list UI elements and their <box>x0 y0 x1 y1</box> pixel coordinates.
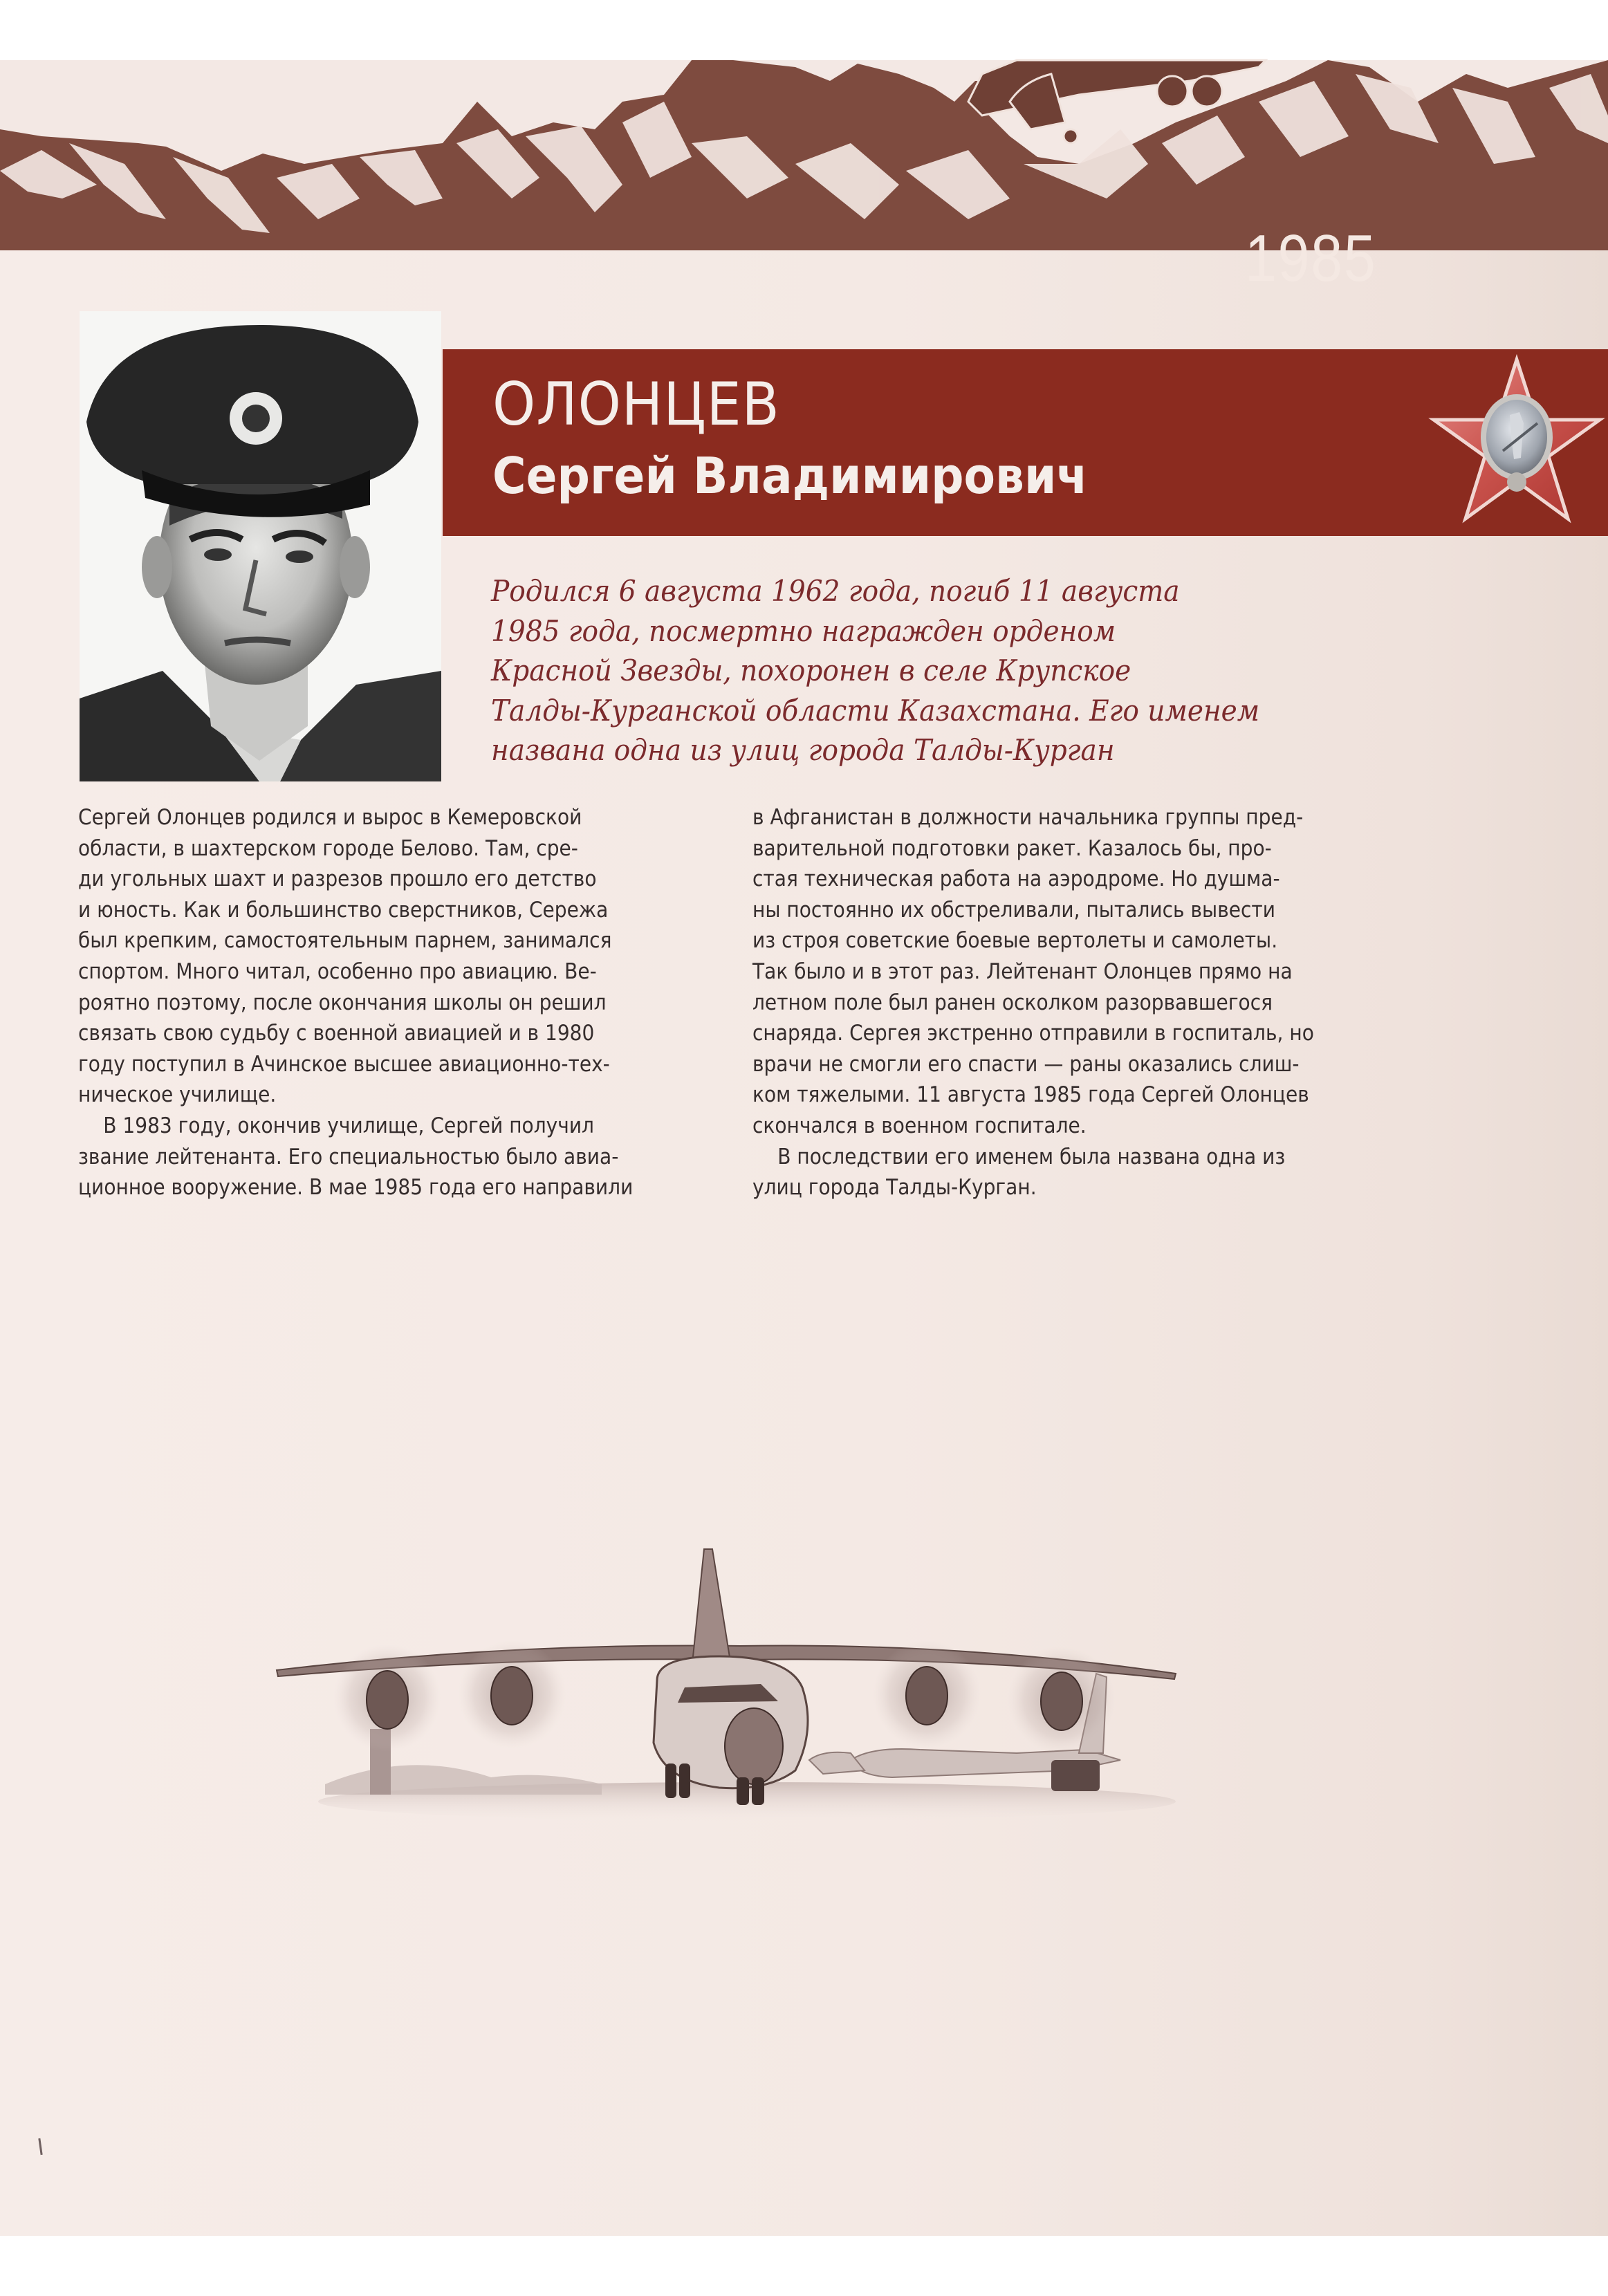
body-line: Так было и в этот раз. Лейтенант Олонцев прямо на <box>752 959 1293 984</box>
body-line: варительной подготовки ракет. Казалось бы, про- <box>752 835 1272 861</box>
body-line: ционное вооружение. В мае 1985 года его направили <box>78 1175 634 1201</box>
body-line: из строя советские боевые вертолеты и самолеты. <box>752 928 1278 954</box>
header-band <box>0 60 1608 295</box>
intro-line: Родился 6 августа 1962 года, погиб 11 августа <box>491 574 1180 608</box>
aircraft-tail <box>692 1549 732 1670</box>
body-line: ком тяжелыми. 11 августа 1985 года Сергей Олонцев <box>752 1082 1309 1108</box>
body-line: скончался в военном госпитале. <box>752 1113 1087 1138</box>
body-column-left <box>78 802 728 1203</box>
body-line: и юность. Как и большинство сверстников, Сережа <box>78 897 609 923</box>
nose-glazing <box>725 1708 783 1784</box>
year-label: 1985 <box>1245 221 1377 295</box>
body-line: ны постоянно их обстреливали, пытались вывести <box>752 897 1276 923</box>
body-line: спортом. Много читал, особенно про авиацию. Ве- <box>78 959 597 984</box>
surname-heading: ОЛОНЦЕВ <box>492 370 780 439</box>
body-line: снаряда. Сергея экстренно отправили в госпиталь, но <box>752 1021 1314 1046</box>
body-line: летном поле был ранен осколком разорвавшегося <box>752 990 1273 1015</box>
body-line: звание лейтенанта. Его специальностью было авиа- <box>78 1144 619 1169</box>
order-of-red-star-icon <box>1428 354 1605 527</box>
portrait-photo <box>80 311 441 781</box>
given-names-heading: Сергей Владимирович <box>492 447 1088 505</box>
body-line: улиц города Талды-Курган. <box>752 1175 1037 1201</box>
background-hills <box>325 1765 602 1795</box>
body-line: в Афганистан в должности начальника группы пред- <box>752 805 1304 830</box>
body-line: ническое училище. <box>78 1082 277 1108</box>
intro-summary <box>491 571 1404 770</box>
body-line: был крепким, самостоятельным парнем, занимался <box>78 928 612 954</box>
intro-line: 1985 года, посмертно награжден орденом <box>491 613 1116 648</box>
body-line: врачи не смогли его спасти — раны оказались слиш- <box>752 1051 1300 1077</box>
body-column-right <box>752 802 1403 1203</box>
sky <box>0 60 1608 171</box>
aircraft-illustration <box>270 1521 1210 1840</box>
body-line: стая техническая работа на аэродроме. Но душма- <box>752 867 1280 892</box>
intro-line: Талды-Курганской области Казахстана. Его именем <box>491 693 1260 728</box>
body-line: Сергей Олонцев родился и вырос в Кемеровской <box>78 805 582 830</box>
body-line: роятно поэтому, после окончания школы он решил <box>78 990 607 1015</box>
body-line: области, в шахтерском городе Белово. Там, сре- <box>78 835 578 861</box>
intro-line: названа одна из улиц города Талды-Курган <box>491 733 1115 767</box>
body-line: ди угольных шахт и разрезов прошло его детство <box>78 867 597 892</box>
body-line: связать свою судьбу с военной авиацией и в 1980 <box>78 1021 595 1046</box>
body-line: В 1983 году, окончив училище, Сергей получил <box>103 1113 594 1138</box>
body-line: В последствии его именем была названа одна из <box>777 1144 1286 1169</box>
portrait-image <box>80 311 441 781</box>
body-line: году поступил в Ачинское высшее авиационно-тех- <box>78 1051 610 1077</box>
intro-line: Красной Звезды, похоронен в селе Крупское <box>491 654 1131 687</box>
